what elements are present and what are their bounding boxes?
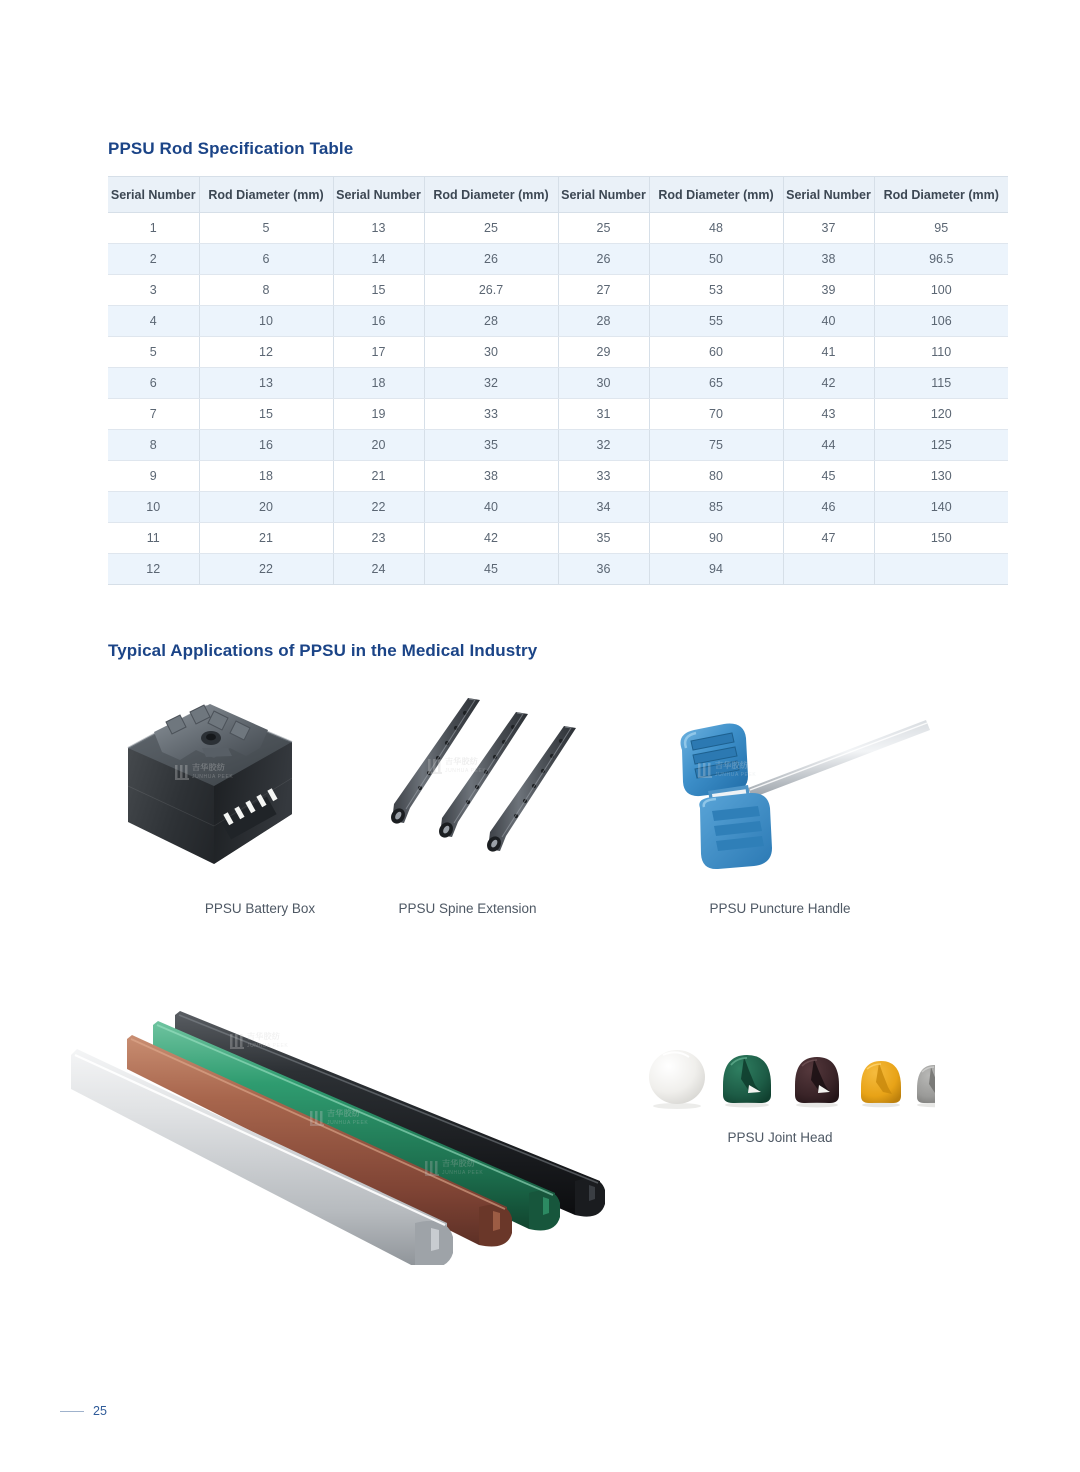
table-cell: 22: [199, 554, 333, 585]
watermark-text: 吉华胶纺 JUNHUA PEEK: [715, 761, 757, 779]
table-cell: 38: [783, 244, 874, 275]
table-cell: 27: [558, 275, 649, 306]
caption-puncture-handle: PPSU Puncture Handle: [709, 901, 851, 916]
caption-battery-box: PPSU Battery Box: [204, 901, 316, 916]
table-cell: 70: [649, 399, 783, 430]
table-cell: 34: [558, 492, 649, 523]
table-cell: 44: [783, 430, 874, 461]
table-cell: 130: [874, 461, 1008, 492]
table-cell: 1: [108, 213, 199, 244]
table-cell: 96.5: [874, 244, 1008, 275]
table-cell: 60: [649, 337, 783, 368]
table-cell: 53: [649, 275, 783, 306]
watermark-text: 吉华胶纺 JUNHUA PEEK: [327, 1109, 369, 1127]
battery-box-image: [110, 686, 410, 886]
table-cell: 15: [199, 399, 333, 430]
product-figure-battery-box: [110, 686, 410, 886]
table-cell: 25: [558, 213, 649, 244]
table-header-row: [108, 177, 1008, 213]
table-cell: 47: [783, 523, 874, 554]
table-cell: 100: [874, 275, 1008, 306]
table-cell: 65: [649, 368, 783, 399]
table-cell: 26.7: [424, 275, 558, 306]
table-row: [108, 554, 1008, 585]
table-cell: 12: [108, 554, 199, 585]
spec-table-container: [108, 176, 999, 585]
table-cell: 55: [649, 306, 783, 337]
table-cell: 10: [199, 306, 333, 337]
table-row: [108, 213, 1008, 244]
table-cell: 40: [424, 492, 558, 523]
table-cell: 26: [424, 244, 558, 275]
table-cell: 42: [783, 368, 874, 399]
table-column-header: Rod Diameter (mm): [874, 177, 1008, 213]
caption-joint-head: PPSU Joint Head: [727, 1130, 833, 1145]
table-cell: 26: [558, 244, 649, 275]
table-cell: 95: [874, 213, 1008, 244]
table-cell: 32: [558, 430, 649, 461]
table-cell: 13: [333, 213, 424, 244]
table-column-header: Serial Number: [558, 177, 649, 213]
footer-rule: [60, 1411, 84, 1412]
table-cell: 28: [558, 306, 649, 337]
table-cell: 45: [424, 554, 558, 585]
table-cell: 140: [874, 492, 1008, 523]
table-cell: 24: [333, 554, 424, 585]
product-figure-joint-head: [645, 1035, 935, 1125]
product-figure-ppsu-rods: [55, 985, 625, 1265]
table-cell: 90: [649, 523, 783, 554]
table-row: [108, 275, 1008, 306]
table-column-header: Rod Diameter (mm): [199, 177, 333, 213]
table-column-header: Serial Number: [783, 177, 874, 213]
table-cell: 11: [108, 523, 199, 554]
table-cell: 30: [558, 368, 649, 399]
table-cell: 21: [333, 461, 424, 492]
table-cell: 40: [783, 306, 874, 337]
table-cell: 29: [558, 337, 649, 368]
table-cell: 6: [199, 244, 333, 275]
table-row: [108, 492, 1008, 523]
table-cell: 3: [108, 275, 199, 306]
table-cell: 75: [649, 430, 783, 461]
joint-head-4: [861, 1061, 901, 1107]
table-cell: 120: [874, 399, 1008, 430]
table-cell: [874, 554, 1008, 585]
table-cell: 36: [558, 554, 649, 585]
table-cell: 18: [333, 368, 424, 399]
table-cell: 5: [199, 213, 333, 244]
table-row: [108, 461, 1008, 492]
table-cell: 17: [333, 337, 424, 368]
table-cell: 9: [108, 461, 199, 492]
table-row: [108, 399, 1008, 430]
joint-head-5: [917, 1065, 935, 1107]
table-cell: 31: [558, 399, 649, 430]
watermark-text: 吉华胶纺 JUNHUA PEEK: [442, 1159, 484, 1177]
table-column-header: Serial Number: [333, 177, 424, 213]
watermark-text: 吉华胶纺 JUNHUA PEEK: [445, 757, 487, 775]
table-cell: 150: [874, 523, 1008, 554]
table-column-header: Rod Diameter (mm): [424, 177, 558, 213]
table-cell: 4: [108, 306, 199, 337]
table-cell: 19: [333, 399, 424, 430]
table-cell: 22: [333, 492, 424, 523]
table-row: [108, 306, 1008, 337]
table-cell: 32: [424, 368, 558, 399]
table-row: [108, 523, 1008, 554]
table-cell: 2: [108, 244, 199, 275]
spine-extension-image: [370, 690, 600, 880]
table-cell: 18: [199, 461, 333, 492]
table-cell: 106: [874, 306, 1008, 337]
puncture-handle-image: [660, 690, 950, 880]
table-cell: 16: [199, 430, 333, 461]
table-cell: 7: [108, 399, 199, 430]
watermark-text: 吉华胶纺 JUNHUA PEEK: [192, 763, 234, 781]
joint-head-1: [649, 1050, 705, 1109]
table-cell: 50: [649, 244, 783, 275]
page-title-spec-table: PPSU Rod Specification Table: [108, 139, 354, 158]
table-cell: 125: [874, 430, 1008, 461]
table-row: [108, 337, 1008, 368]
table-cell: 48: [649, 213, 783, 244]
table-cell: 35: [424, 430, 558, 461]
table-cell: 43: [783, 399, 874, 430]
table-cell: 80: [649, 461, 783, 492]
table-cell: 5: [108, 337, 199, 368]
table-cell: 33: [424, 399, 558, 430]
table-cell: 25: [424, 213, 558, 244]
table-cell: 13: [199, 368, 333, 399]
joint-head-3: [795, 1057, 839, 1108]
ppsu-rod-spec-table: [108, 176, 1008, 585]
table-column-header: Serial Number: [108, 177, 199, 213]
page-number: 25: [93, 1404, 107, 1418]
table-cell: 8: [108, 430, 199, 461]
table-cell: [783, 554, 874, 585]
table-cell: 39: [783, 275, 874, 306]
table-cell: 41: [783, 337, 874, 368]
watermark-text: 吉华胶纺 JUNHUA PEEK: [247, 1032, 289, 1050]
table-cell: 42: [424, 523, 558, 554]
table-cell: 28: [424, 306, 558, 337]
table-cell: 38: [424, 461, 558, 492]
table-cell: 46: [783, 492, 874, 523]
product-figure-spine-extension: [370, 690, 600, 880]
product-figure-puncture-handle: [660, 690, 950, 880]
table-cell: 21: [199, 523, 333, 554]
table-cell: 30: [424, 337, 558, 368]
table-cell: 35: [558, 523, 649, 554]
table-row: [108, 368, 1008, 399]
table-cell: 33: [558, 461, 649, 492]
table-cell: 45: [783, 461, 874, 492]
table-cell: 94: [649, 554, 783, 585]
table-cell: 23: [333, 523, 424, 554]
table-cell: 20: [333, 430, 424, 461]
table-cell: 6: [108, 368, 199, 399]
table-cell: 10: [108, 492, 199, 523]
table-cell: 20: [199, 492, 333, 523]
table-cell: 37: [783, 213, 874, 244]
table-cell: 85: [649, 492, 783, 523]
ppsu-rods-image: [55, 985, 625, 1265]
table-cell: 12: [199, 337, 333, 368]
joint-head-image: [645, 1035, 935, 1125]
table-row: [108, 430, 1008, 461]
table-row: [108, 244, 1008, 275]
joint-head-2: [723, 1055, 771, 1108]
table-cell: 110: [874, 337, 1008, 368]
page-footer: [60, 1404, 107, 1418]
page-title-applications: Typical Applications of PPSU in the Medical Industry: [108, 641, 538, 660]
caption-spine-extension: PPSU Spine Extension: [398, 901, 537, 916]
table-cell: 8: [199, 275, 333, 306]
table-cell: 115: [874, 368, 1008, 399]
table-cell: 16: [333, 306, 424, 337]
table-cell: 14: [333, 244, 424, 275]
table-column-header: Rod Diameter (mm): [649, 177, 783, 213]
table-cell: 15: [333, 275, 424, 306]
